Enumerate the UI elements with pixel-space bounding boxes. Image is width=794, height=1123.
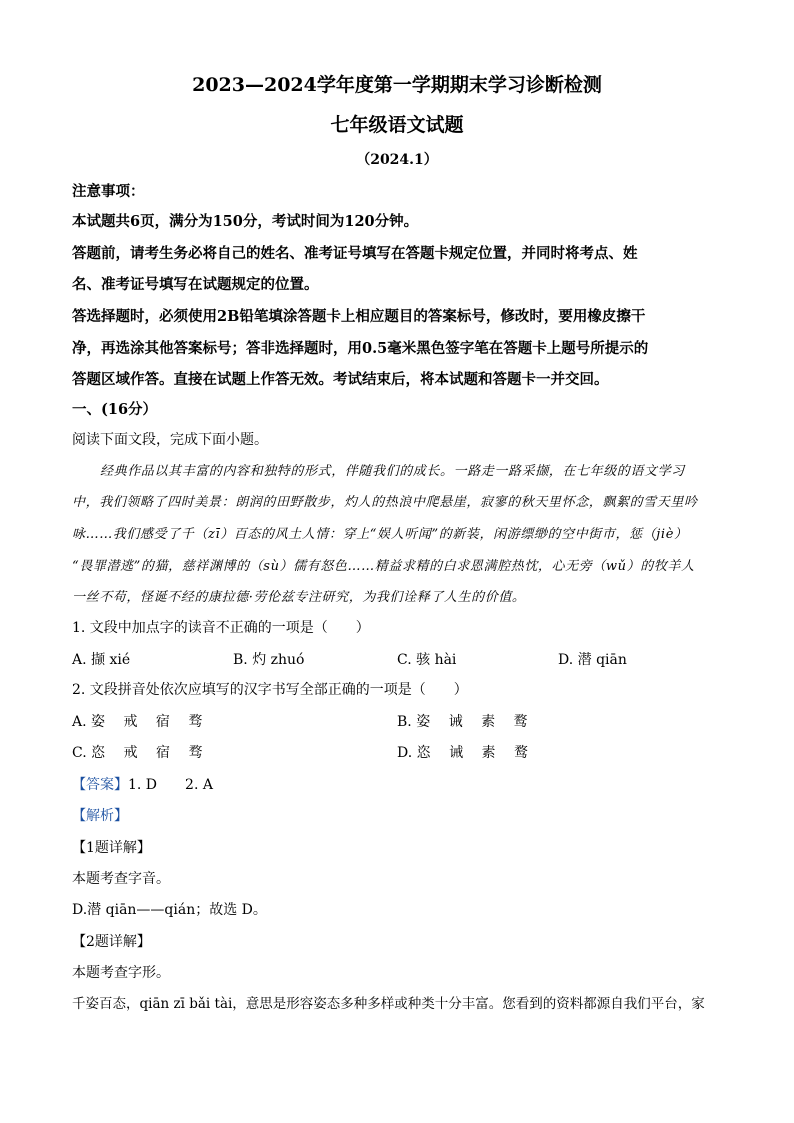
passage-line: 中，我们领略了四时美景：朗润的田野散步，灼人的热浪中爬悬崖，寂寥的秋天里怀念，飘絮的雪天里吟 (72, 495, 698, 510)
detail-text: 本题考查字形。 (72, 965, 170, 981)
detail-text: D.潜 qiān——qián；故选 D。 (72, 902, 267, 918)
notice-line: 答题区域作答。直接在试题上作答无效。考试结束后，将本试题和答题卡一并交回。 (72, 371, 609, 388)
analysis-tag: 【解析】 (72, 808, 128, 824)
q1-option-c: C. 骇 hài (397, 652, 457, 668)
section-instruction: 阅读下面文段，完成下面小题。 (72, 432, 268, 448)
notice-heading: 注意事项： (72, 183, 145, 200)
notice-line: 答题前，请考生务必将自己的姓名、准考证号填写在答题卡规定位置，并同时将考点、姓 (72, 245, 638, 262)
notice-line: 名、准考证号填写在试题规定的位置。 (72, 276, 319, 293)
q1-option-d: D. 潜 qiān (558, 652, 627, 668)
answer-text: 1. D 2. A (128, 777, 213, 793)
exam-date: （2024.1） (356, 152, 438, 168)
q2-option-a: A. 姿 戒 宿 骛 (72, 714, 203, 730)
notice-line: 本试题共6页，满分为150分，考试时间为120分钟。 (72, 213, 419, 230)
answer-line (72, 775, 213, 795)
answer-tag: 【答案】 (72, 777, 128, 793)
detail-text: 本题考查字音。 (72, 871, 170, 887)
q1-option-b: B. 灼 zhuó (233, 652, 305, 668)
detail-tag: 【2题详解】 (72, 934, 151, 950)
detail-text: 千姿百态，qiān zī bǎi tài，意思是形容姿态多种多样或种类十分丰富。您看到的资料都源自我们平台，家 (72, 996, 705, 1012)
notice-line: 答选择题时，必须使用2B铅笔填涂答题卡上相应题目的答案标号，修改时，要用橡皮擦干 (72, 308, 646, 325)
notice-line: 净，再选涂其他答案标号；答非选择题时，用0.5毫米黑色签字笔在答题卡上题号所提示的 (72, 340, 649, 357)
passage-line: 咏……我们感受了千（zī）百态的风土人情：穿上“娱人听闻”的新装，闲游缥缈的空中街市，惩（jiè） (72, 527, 688, 542)
page-subtitle: 七年级语文试题 (330, 114, 464, 136)
page-title: 2023—2024学年度第一学期期末学习诊断检测 (192, 74, 602, 96)
passage-line: 经典作品以其丰富的内容和独特的形式，伴随我们的成长。一路走一路采撷，在七年级的语文学习 (100, 464, 685, 479)
q2-option-b: B. 姿 诫 素 鹜 (397, 714, 528, 730)
passage-line: 一丝不苟，怪诞不经的康拉德·劳伦兹专注研究，为我们诠释了人生的价值。 (72, 590, 526, 605)
question-stem: 2. 文段拼音处依次应填写的汉字书写全部正确的一项是（ ） (72, 682, 468, 698)
q2-option-d: D. 恣 诫 素 鹜 (397, 745, 528, 761)
passage-line: “畏罪潜逃”的猫，慈祥渊博的（sù）儒有怒色……精益求精的白求恩满腔热忱，心无旁（wǔ）的牧羊人 (72, 559, 695, 574)
q2-option-c: C. 恣 戒 宿 骛 (72, 745, 203, 761)
detail-tag: 【1题详解】 (72, 840, 151, 856)
question-stem: 1. 文段中加点字的读音不正确的一项是（ ） (72, 620, 370, 636)
q1-option-a: A. 撷 xié (72, 652, 131, 668)
section-heading: 一、(16分） (72, 401, 158, 418)
